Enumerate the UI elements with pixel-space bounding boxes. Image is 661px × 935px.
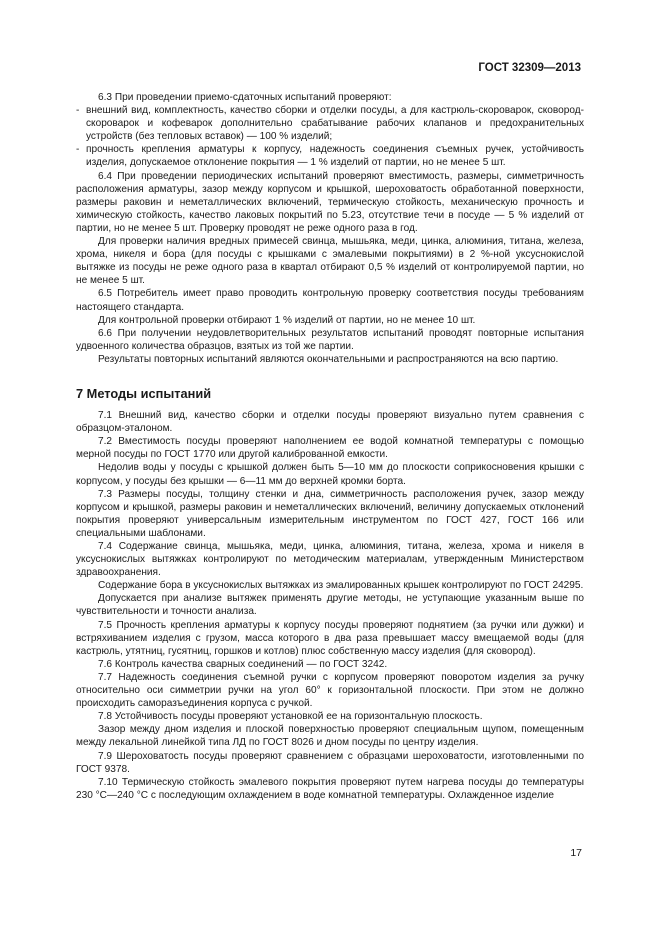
paragraph: Зазор между дном изделия и плоской поверхностью проверяют специальным щупом, помещенным между лекальной линейкой типа ЛД по ГОСТ 8026 и дном посуды по центру изделия.	[76, 724, 584, 749]
paragraph: Содержание бора в уксуснокислых вытяжках из эмалированных крышек контролируют по ГОСТ 24295.	[98, 580, 584, 592]
standard-header: ГОСТ 32309—2013	[478, 62, 581, 74]
paragraph-6-4: 6.4 При проведении периодических испытаний проверяют вместимость, размеры, симметричность расположения арматуры, зазор между корпусом и крышкой, шероховатость обработанной поверхности, размеры раковин и неметаллических включений, термическую стойкость, механическую прочность и химическую стойкость, качество лаковых покрытий по 5.23, отсутствие течи в посуде — 5 % изделий от партии, но не менее 5 шт. Проверку проводят не реже одного раза в год.	[76, 170, 584, 234]
paragraph-7-4: 7.4 Содержание свинца, мышьяка, меди, цинка, алюминия, титана, железа, хрома и никеля в уксуснокислых вытяжках контролируют по методическим материалам, утвержденным Министерством здравоохранения.	[76, 541, 584, 579]
paragraph: Допускается при анализе вытяжек применять другие методы, не уступающие указанным выше по чувствительности и точности анализа.	[76, 593, 584, 618]
dash-marker: -	[76, 144, 80, 156]
section-heading-7: 7 Методы испытаний	[76, 385, 212, 401]
paragraph-7-5: 7.5 Прочность крепления арматуры к корпусу посуды проверяют поднятием (за ручки или дужки) и встряхиванием изделия с грузом, масса которого в два раза превышает массу вмещаемой воды (для кастрюль, утятниц, гусятниц, горшков и котлов) плюс собственную массу изделия (для сковород).	[76, 619, 584, 657]
paragraph: Для контрольной проверки отбирают 1 % изделий от партии, но не менее 10 шт.	[98, 314, 476, 326]
page-body	[76, 91, 584, 802]
paragraph-7-8: 7.8 Устойчивость посуды проверяют установкой ее на горизонтальную плоскость.	[98, 711, 483, 723]
paragraph-7-7: 7.7 Надежность соединения съемной ручки с корпусом проверяют поворотом изделия за ручку относительно оси симметрии ручки на угол 60° к горизонтальной плоскости. При этом не должно происходить саморазъединения корпуса с ручкой.	[76, 671, 584, 710]
dash-list-item	[76, 143, 584, 169]
paragraph-7-1: 7.1 Внешний вид, качество сборки и отделки посуды проверяют визуально путем сравнения с образцом-эталоном.	[76, 410, 584, 435]
paragraph-7-2: 7.2 Вместимость посуды проверяют наполнением ее водой комнатной температуры с помощью мерной посуды по ГОСТ 1770 или другой калиброванной емкости.	[76, 436, 584, 461]
paragraph-6-6: 6.6 При получении неудовлетворительных результатов испытаний проводят повторные испытания удвоенного количества образцов, взятых из той же партии.	[76, 327, 584, 352]
dash-text: прочность крепления арматуры к корпусу, надежность соединения съемных ручек, устойчивость изделия, допускаемое отклонение покрытия — 1 % изделий от партии, но не менее 5 шт.	[86, 144, 584, 169]
paragraph: Для проверки наличия вредных примесей свинца, мышьяка, меди, цинка, алюминия, титана, железа, хрома, никеля и бора (для посуды с крышками с эмалевыми покрытиями) в 2 %-ной уксуснокислой вытяжке из посуды не реже одного раза в квартал отбирают 0,5 % изделий от контролируемой партии, но не менее 5 шт.	[76, 236, 584, 287]
paragraph: Недолив воды у посуды с крышкой должен быть 5—10 мм до плоскости соприкосновения крышки с корпусом, у посуды без крышки — 6—11 мм до верхней кромки борта.	[76, 462, 584, 487]
dash-marker: -	[76, 105, 80, 117]
paragraph-7-9: 7.9 Шероховатость посуды проверяют сравнением с образцами шероховатости, изготовленными по ГОСТ 9378.	[76, 750, 584, 775]
dash-list-item	[76, 104, 584, 143]
page-number: 17	[570, 847, 582, 859]
dash-text: внешний вид, комплектность, качество сборки и отделки посуды, а для кастрюль-скороварок, сковород-скороварок и кофеварок дополнительно срабатывание рабочих клапанов и предохранительных устройств (без тепловых вставок) — 100 % изделий;	[86, 105, 584, 143]
paragraph: Результаты повторных испытаний являются окончательными и распространяются на всю партию.	[98, 353, 559, 365]
paragraph-6-3: 6.3 При проведении приемо-сдаточных испытаний проверяют:	[98, 92, 392, 103]
paragraph-7-10: 7.10 Термическую стойкость эмалевого покрытия проверяют путем нагрева посуды до температуры 230 °С—240 °С с последующим охлаждением в воде комнатной температуры. Охлажденное изделие	[76, 776, 584, 801]
paragraph-6-5: 6.5 Потребитель имеет право проводить контрольную проверку соответствия посуды требованиям настоящего стандарта.	[76, 288, 584, 313]
paragraph-7-6: 7.6 Контроль качества сварных соединений — по ГОСТ 3242.	[98, 658, 388, 670]
paragraph-7-3: 7.3 Размеры посуды, толщину стенки и дна, симметричность расположения ручек, зазор между корпусом и крышкой, размеры раковин и неметаллических включений, величину допускаемых отклонений покрытия проверяют универсальным измерительным инструментом по ГОСТ 427, ГОСТ 166 или специальными шаблонами.	[76, 488, 584, 539]
